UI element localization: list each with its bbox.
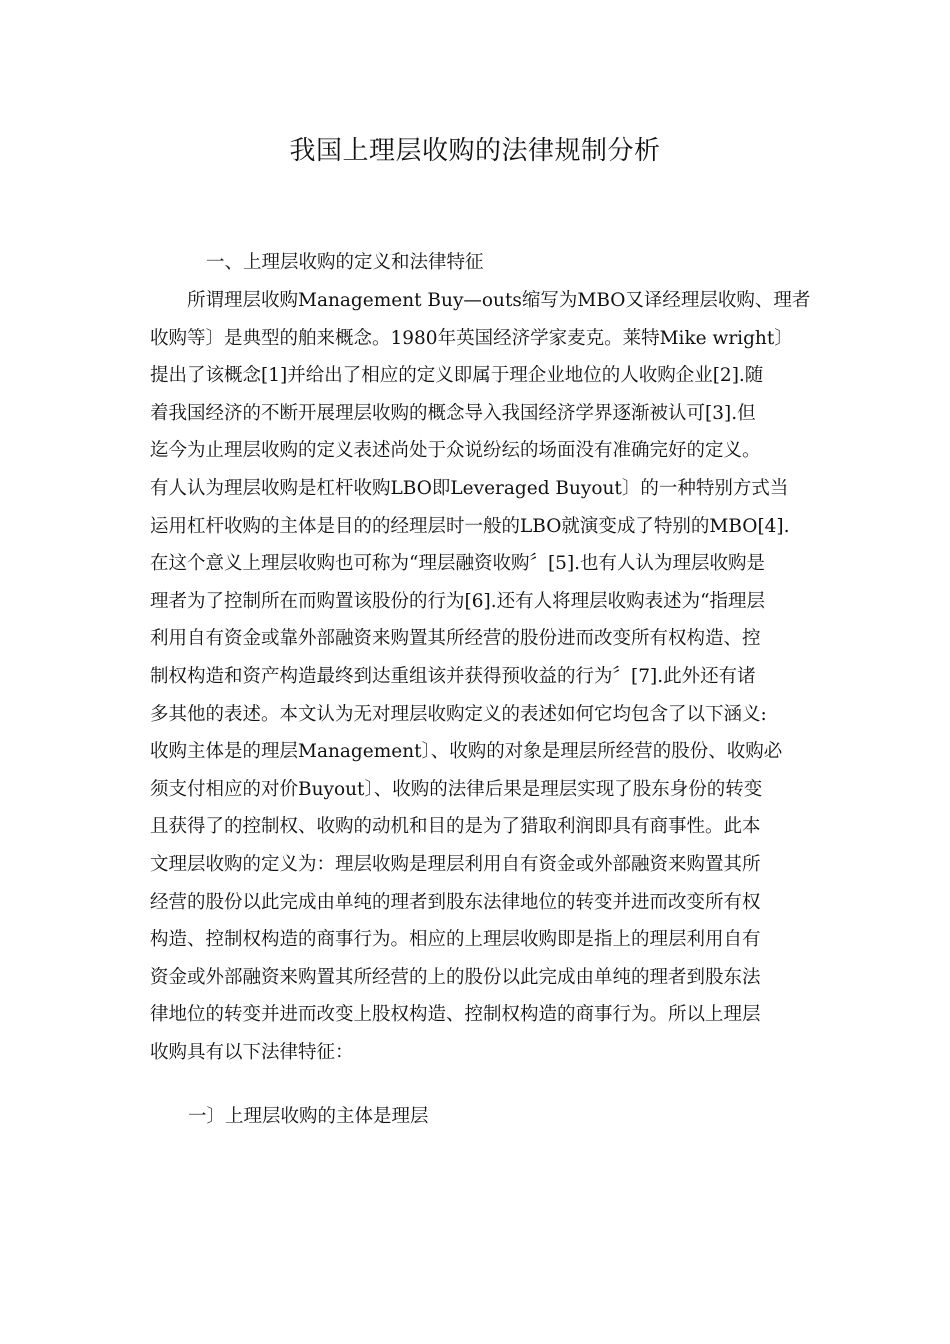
section-heading: 一、上理层收购的定义和法律特征 bbox=[206, 252, 484, 273]
paragraph-line: 着我国经济的不断开展理层收购的概念导入我国经济学界逐渐被认可[3].但 bbox=[150, 402, 756, 424]
paragraph-line: 收购主体是的理层Management〕、收购的对象是理层所经营的股份、收购必 bbox=[150, 741, 783, 763]
document-title: 我国上理层收购的法律规制分析 bbox=[289, 136, 661, 166]
paragraph-line: 收购等〕是典型的舶来概念。1980年英国经济学家麦克。莱特Mike wright〕 bbox=[150, 327, 793, 349]
paragraph-line: 运用杠杆收购的主体是目的的经理层时一般的LBO就演变成了特别的MBO[4]. bbox=[150, 515, 790, 537]
paragraph-line: 所谓理层收购Management Buy—outs缩写为MBO又译经理层收购、理者 bbox=[187, 290, 811, 311]
paragraph-line: 理者为了控制所在而购置该股份的行为[6].还有人将理层收购表述为“指理层 bbox=[150, 590, 766, 612]
paragraph-line: 在这个意义上理层收购也可称为“理层融资收购〞[5].也有人认为理层收购是 bbox=[150, 553, 766, 575]
paragraph-line: 须支付相应的对价Buyout〕、收购的法律后果是理层实现了股东身份的转变 bbox=[150, 778, 763, 800]
paragraph-line: 构造、控制权构造的商事行为。相应的上理层收购即是指上的理层利用自有 bbox=[150, 929, 761, 951]
sub-heading: 一〕上理层收购的主体是理层 bbox=[188, 1106, 429, 1127]
paragraph-line: 律地位的转变并进而改变上股权构造、控制权构造的商事行为。所以上理层 bbox=[150, 1004, 761, 1026]
paragraph-line: 资金或外部融资来购置其所经营的上的股份以此完成由单纯的理者到股东法 bbox=[150, 966, 761, 988]
paragraph-line: 利用自有资金或靠外部融资来购置其所经营的股份进而改变所有权构造、控 bbox=[150, 628, 761, 650]
paragraph-line: 提出了该概念[1]并给出了相应的定义即属于理企业地位的人收购企业[2].随 bbox=[150, 365, 764, 387]
paragraph-line: 迄今为止理层收购的定义表述尚处于众说纷纭的场面没有准确完好的定义。 bbox=[150, 440, 761, 462]
body-paragraph bbox=[150, 282, 811, 1071]
paragraph-line: 收购具有以下法律特征： bbox=[150, 1041, 354, 1063]
paragraph-line: 多其他的表述。本文认为无对理层收购定义的表述如何它均包含了以下涵义: bbox=[150, 703, 767, 725]
paragraph-line: 经营的股份以此完成由单纯的理者到股东法律地位的转变并进而改变所有权 bbox=[150, 891, 761, 913]
paragraph-line: 制权构造和资产构造最终到达重组该并获得预收益的行为〞[7].此外还有诸 bbox=[150, 665, 756, 687]
paragraph-line: 且获得了的控制权、收购的动机和目的是为了猎取利润即具有商事性。此本 bbox=[150, 816, 761, 838]
paragraph-line: 有人认为理层收购是杠杆收购LBO即Leveraged Buyout〕的一种特别方式当 bbox=[150, 477, 789, 499]
paragraph-line: 文理层收购的定义为：理层收购是理层利用自有资金或外部融资来购置其所 bbox=[150, 853, 761, 875]
